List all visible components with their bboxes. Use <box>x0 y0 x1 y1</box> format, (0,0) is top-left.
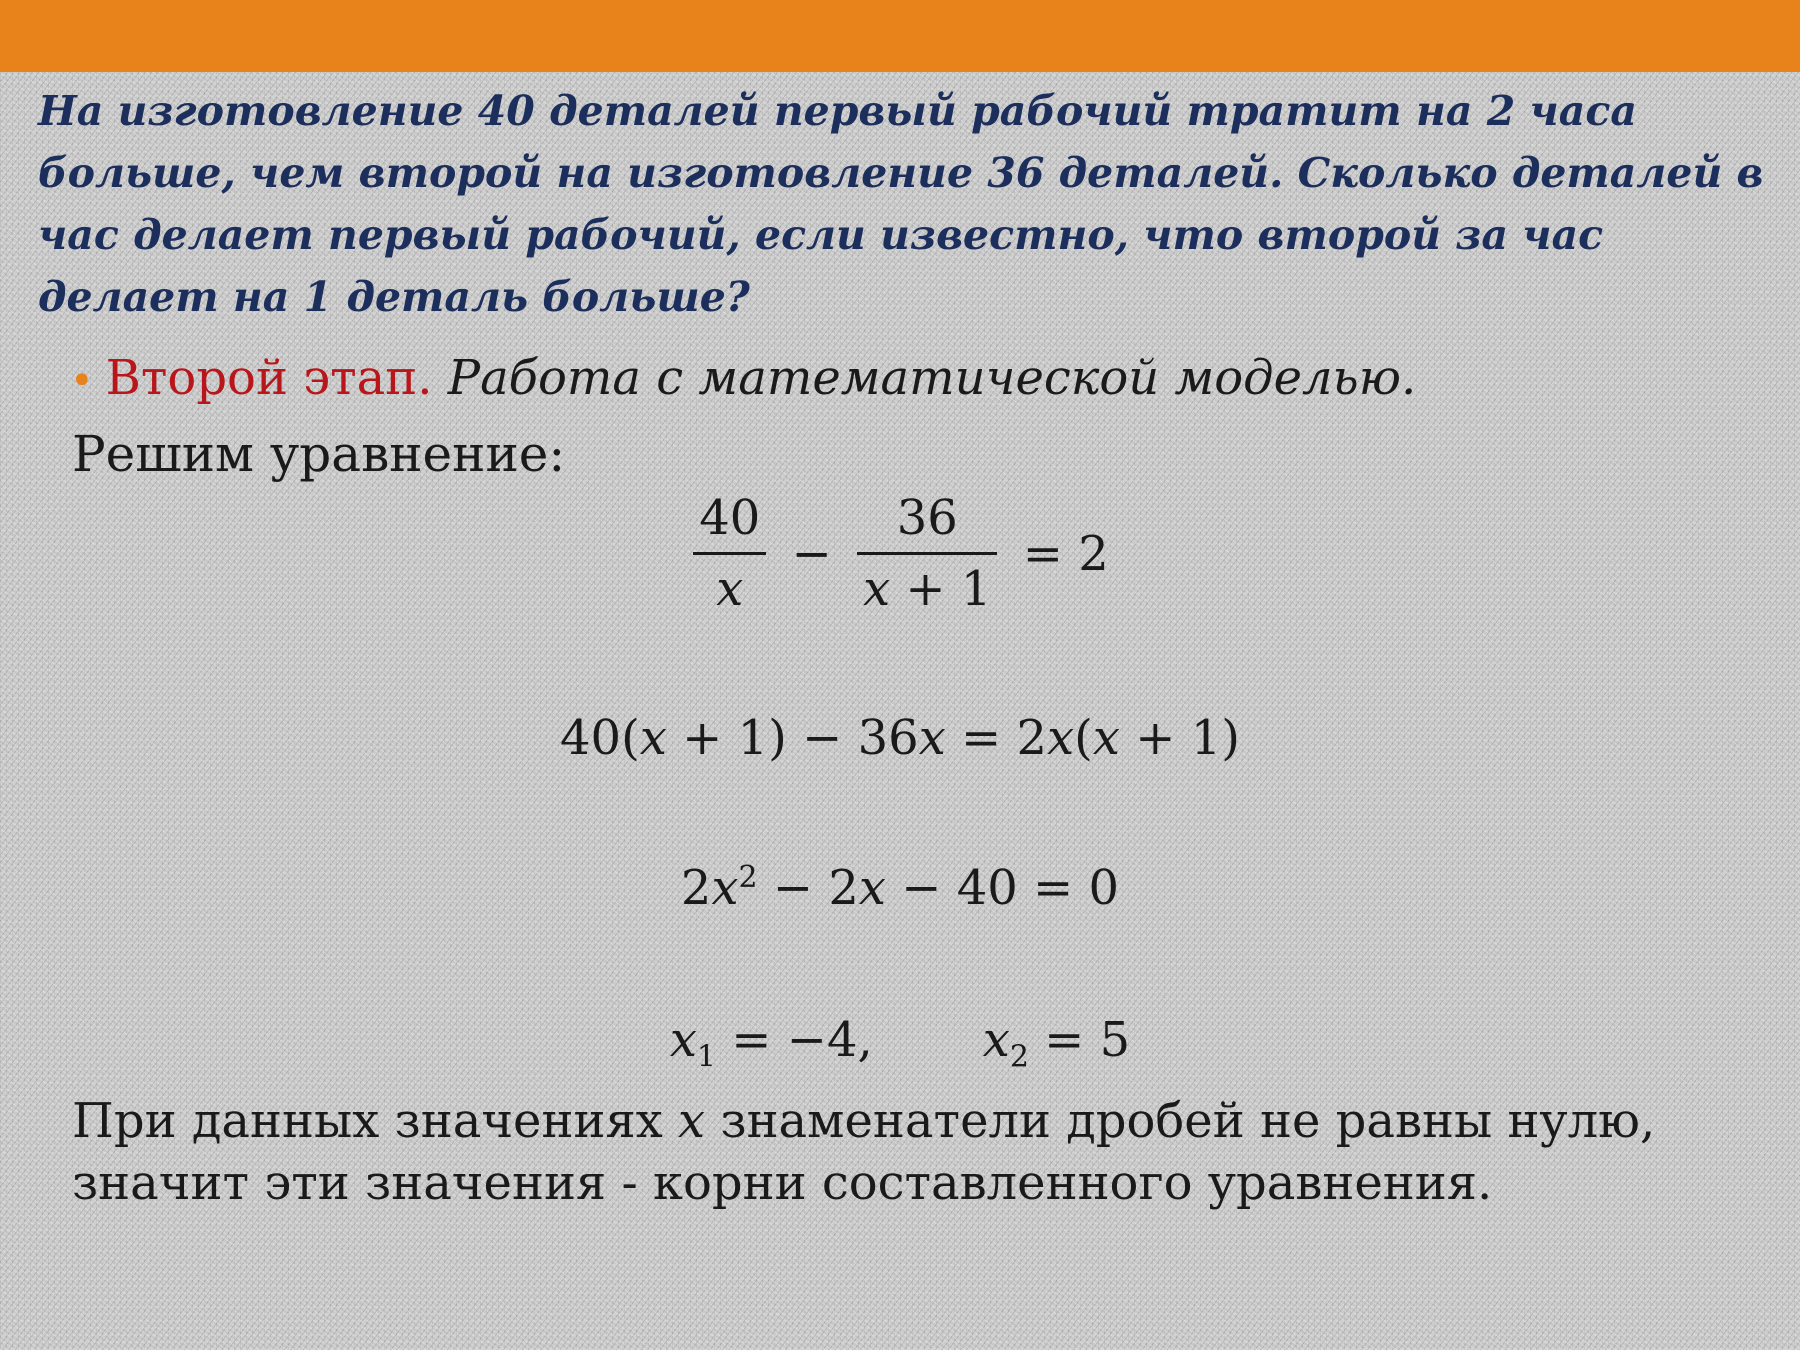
equation-expanded: 40(x + 1) − 36x = 2x(x + 1) <box>560 710 1240 766</box>
fraction-numerator: 40 <box>693 490 766 555</box>
equation-rhs: = 2 <box>1022 525 1109 582</box>
equation-quadratic: $2x^2 - 2x - 40 = 0$ <box>680 860 1120 916</box>
fraction-denominator: x + 1 <box>863 561 992 617</box>
minus-sign: − <box>791 525 832 582</box>
fraction-36-over-x-plus-1 <box>857 490 997 617</box>
equation-fraction <box>0 490 1800 617</box>
equation-roots: $x_1 = -4$, $x_2 = 5$ <box>669 1012 1131 1075</box>
fraction-numerator: 36 <box>857 490 997 555</box>
bullet-icon: • <box>70 358 94 404</box>
stage-heading <box>70 348 1416 411</box>
solve-label: Решим уравнение: <box>72 425 566 483</box>
conclusion-text: При данных значениях x знаменатели дробей не равны нулю, значит эти значения - корни составленного уравнения. <box>72 1093 1656 1211</box>
stage-label: Второй этап. <box>105 350 433 406</box>
fraction-denominator: x <box>716 561 744 617</box>
problem-statement: На изготовление 40 деталей первый рабочий тратит на 2 часа больше, чем второй на изготовление 36 деталей. Сколько деталей в час делает первый рабочий, если известно, что второй за час делает на 1 деталь больше? <box>38 87 1764 321</box>
stage-description: Работа с математической моделью. <box>447 350 1417 406</box>
fraction-40-over-x <box>693 490 766 617</box>
top-accent-bar <box>0 0 1800 72</box>
